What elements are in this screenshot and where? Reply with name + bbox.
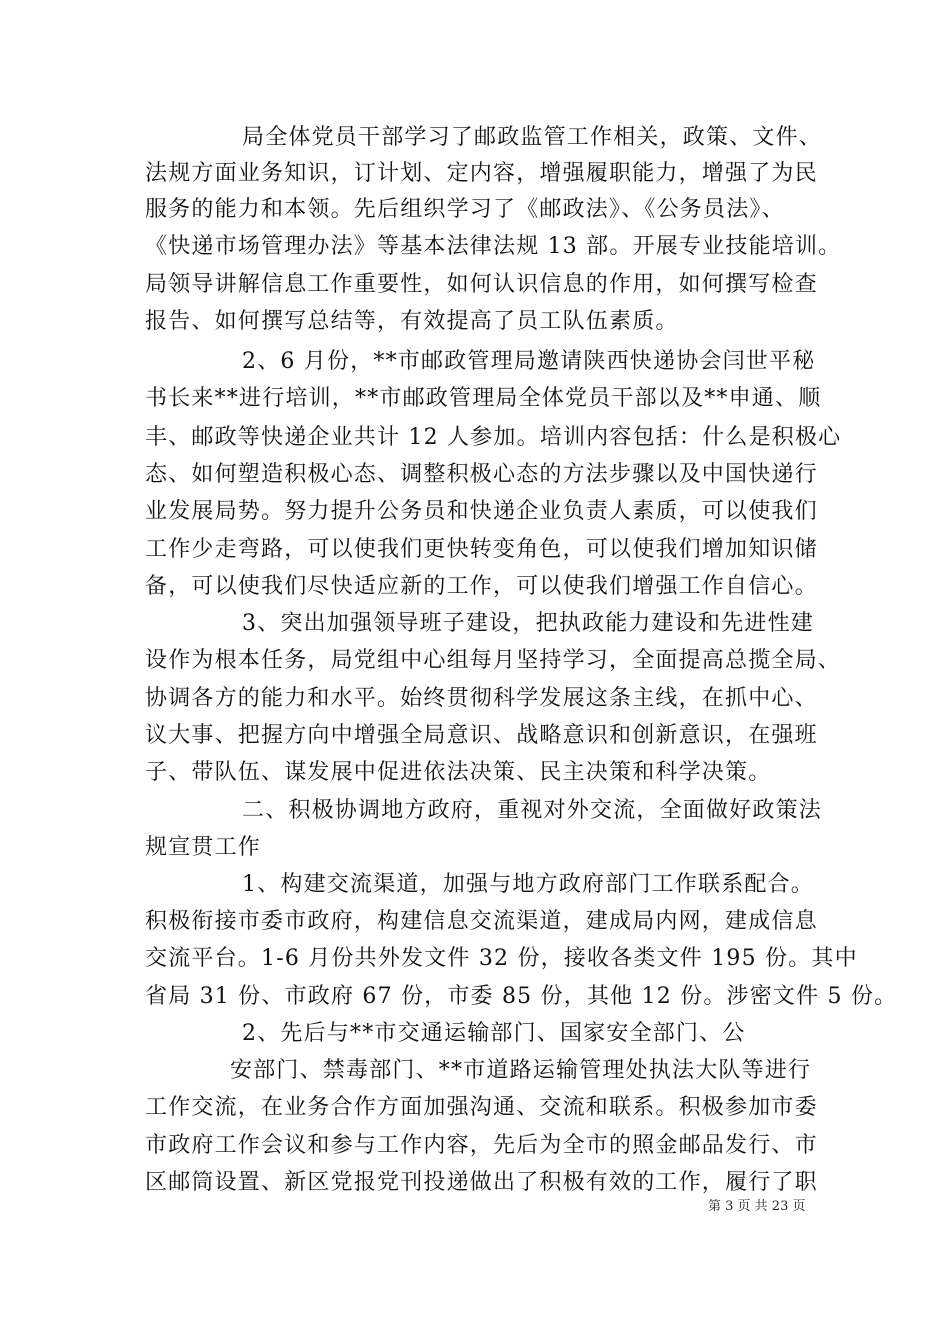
section-heading: 规宣贯工作: [145, 835, 262, 860]
section-heading: 二、积极协调地方政府，重视对外交流，全面做好政策法: [242, 798, 823, 823]
text-line: 2、6 月份，**市邮政管理局邀请陕西快递协会闫世平秘: [242, 349, 816, 374]
text-line: 工作少走弯路，可以使我们更快转变角色，可以使我们增加知识储: [145, 537, 818, 562]
text-line: 书长来**进行培训，**市邮政管理局全体党员干部以及**申通、顺: [145, 386, 822, 411]
text-line: 报告、如何撰写总结等，有效提高了员工队伍素质。: [145, 309, 679, 334]
text-line: 1、构建交流渠道，加强与地方政府部门工作联系配合。: [242, 872, 814, 897]
text-line: 工作交流，在业务合作方面加强沟通、交流和联系。积极参加市委: [145, 1095, 818, 1120]
text-line: 业发展局势。努力提升公务员和快递企业负责人素质，可以使我们: [145, 499, 818, 524]
text-line: 省局 31 份、市政府 67 份，市委 85 份，其他 12 份。涉密文件 5 份。: [145, 984, 898, 1009]
text-line: 局领导讲解信息工作重要性，如何认识信息的作用，如何撰写检查: [145, 272, 818, 297]
text-line: 丰、邮政等快递企业共计 12 人参加。培训内容包括：什么是积极心: [145, 425, 842, 450]
text-line: 议大事、把握方向中增强全局意识、战略意识和创新意识，在强班: [145, 723, 818, 748]
text-line: 3、突出加强领导班子建设，把执政能力建设和先进性建: [242, 611, 814, 636]
text-line: 积极衔接市委市政府，构建信息交流渠道，建成局内网，建成信息: [145, 909, 818, 934]
text-line: 《快递市场管理办法》等基本法律法规 13 部。开展专业技能培训。: [145, 234, 842, 259]
text-line: 法规方面业务知识，订计划、定内容，增强履职能力，增强了为民: [145, 161, 818, 186]
text-line: 备，可以使我们尽快适应新的工作，可以使我们增强工作自信心。: [145, 574, 818, 599]
text-line: 态、如何塑造积极心态、调整积极心态的方法步骤以及中国快递行: [145, 462, 818, 487]
text-line: 局全体党员干部学习了邮政监管工作相关，政策、文件、: [242, 125, 823, 150]
text-line: 安部门、禁毒部门、**市道路运输管理处执法大队等进行: [230, 1058, 812, 1083]
text-line: 2、先后与**市交通运输部门、国家安全部门、公: [242, 1021, 746, 1046]
text-line: 交流平台。1-6 月份共外发文件 32 份，接收各类文件 195 份。其中: [145, 946, 858, 971]
text-line: 服务的能力和本领。先后组织学习了《邮政法》、《公务员法》、: [145, 197, 785, 222]
text-line: 区邮筒设置、新区党报党刊投递做出了积极有效的工作，履行了职: [145, 1170, 818, 1195]
page-number: 第 3 页 共 23 页: [708, 1199, 806, 1214]
text-line: 设作为根本任务，局党组中心组每月坚持学习，全面提高总揽全局、: [145, 648, 842, 673]
text-line: 子、带队伍、谋发展中促进依法决策、民主决策和科学决策。: [145, 760, 772, 785]
text-line: 市政府工作会议和参与工作内容，先后为全市的照金邮品发行、市: [145, 1133, 818, 1158]
text-line: 协调各方的能力和水平。始终贯彻科学发展这条主线，在抓中心、: [145, 686, 818, 711]
